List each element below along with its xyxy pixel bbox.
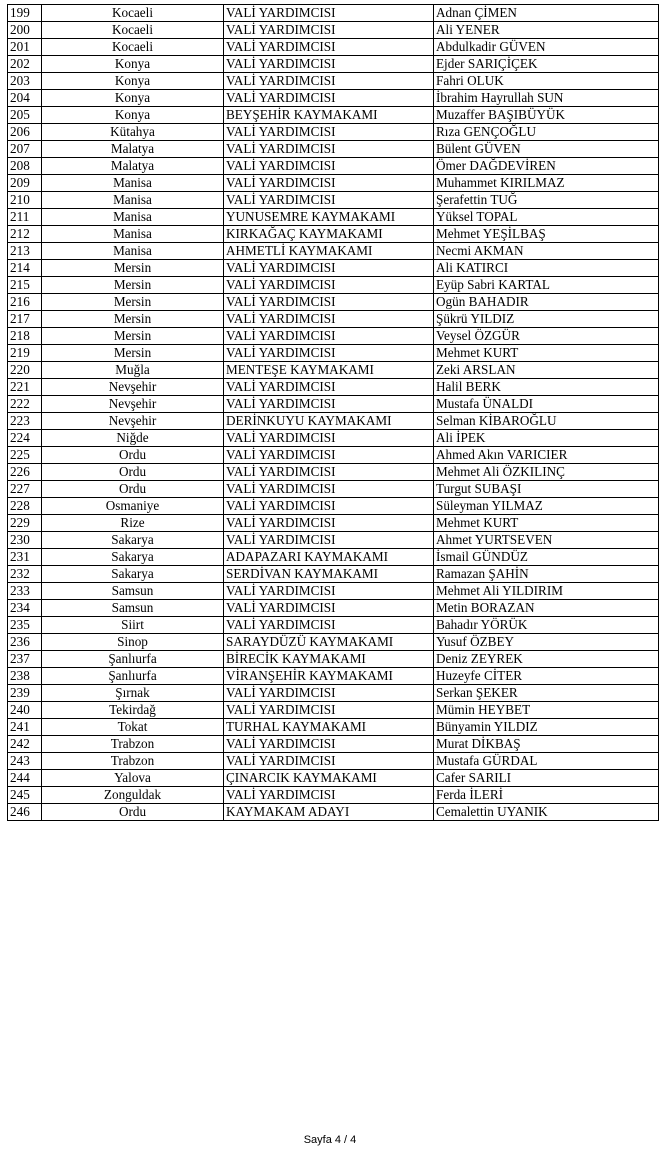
province-cell: Manisa bbox=[42, 192, 224, 209]
position-cell: VALİ YARDIMCISI bbox=[224, 90, 434, 107]
table-row bbox=[8, 770, 659, 787]
person-name-cell: Serkan ŞEKER bbox=[434, 685, 659, 702]
person-name-cell: Selman KİBAROĞLU bbox=[434, 413, 659, 430]
person-name-cell: Adnan ÇİMEN bbox=[434, 5, 659, 22]
row-number: 206 bbox=[8, 124, 42, 141]
row-number: 241 bbox=[8, 719, 42, 736]
row-number: 225 bbox=[8, 447, 42, 464]
row-number: 208 bbox=[8, 158, 42, 175]
person-name-cell: Mustafa ÜNALDI bbox=[434, 396, 659, 413]
page-footer: Sayfa 4 / 4 bbox=[303, 1134, 357, 1146]
province-cell: Şırnak bbox=[42, 685, 224, 702]
province-cell: Mersin bbox=[42, 260, 224, 277]
table-row bbox=[8, 396, 659, 413]
person-name-cell: Halil BERK bbox=[434, 379, 659, 396]
position-cell: VALİ YARDIMCISI bbox=[224, 192, 434, 209]
row-number: 224 bbox=[8, 430, 42, 447]
row-number: 207 bbox=[8, 141, 42, 158]
province-cell: Konya bbox=[42, 107, 224, 124]
row-number: 218 bbox=[8, 328, 42, 345]
row-number: 227 bbox=[8, 481, 42, 498]
province-cell: Rize bbox=[42, 515, 224, 532]
table-row bbox=[8, 481, 659, 498]
person-name-cell: Cemalettin UYANIK bbox=[434, 804, 659, 821]
row-number: 234 bbox=[8, 600, 42, 617]
person-name-cell: Yüksel TOPAL bbox=[434, 209, 659, 226]
table-row bbox=[8, 90, 659, 107]
table-row bbox=[8, 600, 659, 617]
row-number: 202 bbox=[8, 56, 42, 73]
table-row bbox=[8, 804, 659, 821]
row-number: 213 bbox=[8, 243, 42, 260]
row-number: 231 bbox=[8, 549, 42, 566]
row-number: 214 bbox=[8, 260, 42, 277]
row-number: 226 bbox=[8, 464, 42, 481]
person-name-cell: Mehmet Ali YILDIRIM bbox=[434, 583, 659, 600]
position-cell: VALİ YARDIMCISI bbox=[224, 430, 434, 447]
province-cell: Tokat bbox=[42, 719, 224, 736]
table-row bbox=[8, 243, 659, 260]
row-number: 230 bbox=[8, 532, 42, 549]
position-cell: VALİ YARDIMCISI bbox=[224, 685, 434, 702]
row-number: 243 bbox=[8, 753, 42, 770]
person-name-cell: Turgut SUBAŞI bbox=[434, 481, 659, 498]
province-cell: Kocaeli bbox=[42, 5, 224, 22]
position-cell: VALİ YARDIMCISI bbox=[224, 583, 434, 600]
row-number: 237 bbox=[8, 651, 42, 668]
row-number: 217 bbox=[8, 311, 42, 328]
province-cell: Sakarya bbox=[42, 549, 224, 566]
province-cell: Kocaeli bbox=[42, 22, 224, 39]
row-number: 223 bbox=[8, 413, 42, 430]
table-row bbox=[8, 685, 659, 702]
position-cell: VALİ YARDIMCISI bbox=[224, 396, 434, 413]
row-number: 228 bbox=[8, 498, 42, 515]
position-cell: VALİ YARDIMCISI bbox=[224, 481, 434, 498]
table-row bbox=[8, 345, 659, 362]
table-row bbox=[8, 175, 659, 192]
person-name-cell: Necmi AKMAN bbox=[434, 243, 659, 260]
row-number: 199 bbox=[8, 5, 42, 22]
table-row bbox=[8, 753, 659, 770]
appointments-table bbox=[7, 4, 659, 821]
position-cell: TURHAL KAYMAKAMI bbox=[224, 719, 434, 736]
province-cell: Zonguldak bbox=[42, 787, 224, 804]
row-number: 240 bbox=[8, 702, 42, 719]
position-cell: SARAYDÜZÜ KAYMAKAMI bbox=[224, 634, 434, 651]
position-cell: VALİ YARDIMCISI bbox=[224, 311, 434, 328]
row-number: 239 bbox=[8, 685, 42, 702]
person-name-cell: Muzaffer BAŞIBÜYÜK bbox=[434, 107, 659, 124]
position-cell: VALİ YARDIMCISI bbox=[224, 158, 434, 175]
person-name-cell: Cafer SARILI bbox=[434, 770, 659, 787]
person-name-cell: Eyüp Sabri KARTAL bbox=[434, 277, 659, 294]
position-cell: VALİ YARDIMCISI bbox=[224, 379, 434, 396]
row-number: 245 bbox=[8, 787, 42, 804]
province-cell: Ordu bbox=[42, 481, 224, 498]
province-cell: Muğla bbox=[42, 362, 224, 379]
row-number: 205 bbox=[8, 107, 42, 124]
person-name-cell: Ramazan ŞAHİN bbox=[434, 566, 659, 583]
person-name-cell: Ejder SARIÇİÇEK bbox=[434, 56, 659, 73]
province-cell: Nevşehir bbox=[42, 379, 224, 396]
person-name-cell: Ahmet YURTSEVEN bbox=[434, 532, 659, 549]
person-name-cell: Mehmet KURT bbox=[434, 345, 659, 362]
table-row bbox=[8, 124, 659, 141]
person-name-cell: Metin BORAZAN bbox=[434, 600, 659, 617]
row-number: 233 bbox=[8, 583, 42, 600]
table-row bbox=[8, 515, 659, 532]
province-cell: Nevşehir bbox=[42, 396, 224, 413]
table-row bbox=[8, 668, 659, 685]
position-cell: VALİ YARDIMCISI bbox=[224, 753, 434, 770]
province-cell: Nevşehir bbox=[42, 413, 224, 430]
province-cell: Konya bbox=[42, 90, 224, 107]
table-row bbox=[8, 719, 659, 736]
province-cell: Sakarya bbox=[42, 566, 224, 583]
position-cell: VALİ YARDIMCISI bbox=[224, 736, 434, 753]
person-name-cell: Yusuf ÖZBEY bbox=[434, 634, 659, 651]
province-cell: Sinop bbox=[42, 634, 224, 651]
position-cell: VALİ YARDIMCISI bbox=[224, 515, 434, 532]
table-row bbox=[8, 226, 659, 243]
position-cell: VİRANŞEHİR KAYMAKAMI bbox=[224, 668, 434, 685]
table-row bbox=[8, 141, 659, 158]
person-name-cell: Bahadır YÖRÜK bbox=[434, 617, 659, 634]
row-number: 200 bbox=[8, 22, 42, 39]
row-number: 238 bbox=[8, 668, 42, 685]
table-row bbox=[8, 464, 659, 481]
row-number: 204 bbox=[8, 90, 42, 107]
province-cell: Mersin bbox=[42, 328, 224, 345]
position-cell: VALİ YARDIMCISI bbox=[224, 124, 434, 141]
position-cell: VALİ YARDIMCISI bbox=[224, 532, 434, 549]
table-row bbox=[8, 702, 659, 719]
person-name-cell: Mehmet YEŞİLBAŞ bbox=[434, 226, 659, 243]
province-cell: Samsun bbox=[42, 600, 224, 617]
position-cell: VALİ YARDIMCISI bbox=[224, 464, 434, 481]
row-number: 211 bbox=[8, 209, 42, 226]
province-cell: Siirt bbox=[42, 617, 224, 634]
person-name-cell: İsmail GÜNDÜZ bbox=[434, 549, 659, 566]
province-cell: Manisa bbox=[42, 175, 224, 192]
province-cell: Konya bbox=[42, 73, 224, 90]
position-cell: AHMETLİ KAYMAKAMI bbox=[224, 243, 434, 260]
person-name-cell: Mehmet Ali ÖZKILINÇ bbox=[434, 464, 659, 481]
table-row bbox=[8, 5, 659, 22]
table-row bbox=[8, 277, 659, 294]
row-number: 212 bbox=[8, 226, 42, 243]
position-cell: VALİ YARDIMCISI bbox=[224, 73, 434, 90]
position-cell: VALİ YARDIMCISI bbox=[224, 345, 434, 362]
position-cell: VALİ YARDIMCISI bbox=[224, 22, 434, 39]
position-cell: BEYŞEHİR KAYMAKAMI bbox=[224, 107, 434, 124]
row-number: 209 bbox=[8, 175, 42, 192]
position-cell: VALİ YARDIMCISI bbox=[224, 56, 434, 73]
table-row bbox=[8, 73, 659, 90]
row-number: 201 bbox=[8, 39, 42, 56]
person-name-cell: İbrahim Hayrullah SUN bbox=[434, 90, 659, 107]
person-name-cell: Ali İPEK bbox=[434, 430, 659, 447]
province-cell: Mersin bbox=[42, 311, 224, 328]
province-cell: Manisa bbox=[42, 243, 224, 260]
province-cell: Yalova bbox=[42, 770, 224, 787]
person-name-cell: Murat DİKBAŞ bbox=[434, 736, 659, 753]
position-cell: VALİ YARDIMCISI bbox=[224, 39, 434, 56]
position-cell: VALİ YARDIMCISI bbox=[224, 328, 434, 345]
province-cell: Niğde bbox=[42, 430, 224, 447]
person-name-cell: Zeki ARSLAN bbox=[434, 362, 659, 379]
row-number: 210 bbox=[8, 192, 42, 209]
table-row bbox=[8, 430, 659, 447]
position-cell: ÇINARCIK KAYMAKAMI bbox=[224, 770, 434, 787]
table-row bbox=[8, 787, 659, 804]
table-row bbox=[8, 532, 659, 549]
table-row bbox=[8, 447, 659, 464]
person-name-cell: Deniz ZEYREK bbox=[434, 651, 659, 668]
position-cell: VALİ YARDIMCISI bbox=[224, 294, 434, 311]
person-name-cell: Mümin HEYBET bbox=[434, 702, 659, 719]
table-row bbox=[8, 192, 659, 209]
position-cell: ADAPAZARI KAYMAKAMI bbox=[224, 549, 434, 566]
table-row bbox=[8, 566, 659, 583]
position-cell: VALİ YARDIMCISI bbox=[224, 5, 434, 22]
province-cell: Mersin bbox=[42, 345, 224, 362]
province-cell: Ordu bbox=[42, 464, 224, 481]
province-cell: Sakarya bbox=[42, 532, 224, 549]
table-row bbox=[8, 362, 659, 379]
row-number: 232 bbox=[8, 566, 42, 583]
table-row bbox=[8, 209, 659, 226]
person-name-cell: Mustafa GÜRDAL bbox=[434, 753, 659, 770]
table-row bbox=[8, 22, 659, 39]
table-row bbox=[8, 379, 659, 396]
table-row bbox=[8, 651, 659, 668]
position-cell: VALİ YARDIMCISI bbox=[224, 447, 434, 464]
position-cell: BİRECİK KAYMAKAMI bbox=[224, 651, 434, 668]
person-name-cell: Abdulkadir GÜVEN bbox=[434, 39, 659, 56]
position-cell: VALİ YARDIMCISI bbox=[224, 787, 434, 804]
row-number: 215 bbox=[8, 277, 42, 294]
person-name-cell: Ogün BAHADIR bbox=[434, 294, 659, 311]
province-cell: Ordu bbox=[42, 804, 224, 821]
province-cell: Kütahya bbox=[42, 124, 224, 141]
province-cell: Şanlıurfa bbox=[42, 651, 224, 668]
position-cell: VALİ YARDIMCISI bbox=[224, 498, 434, 515]
appointments-table-body bbox=[8, 5, 659, 821]
position-cell: VALİ YARDIMCISI bbox=[224, 617, 434, 634]
table-row bbox=[8, 736, 659, 753]
position-cell: VALİ YARDIMCISI bbox=[224, 141, 434, 158]
province-cell: Trabzon bbox=[42, 753, 224, 770]
row-number: 242 bbox=[8, 736, 42, 753]
table-row bbox=[8, 39, 659, 56]
position-cell: KIRKAĞAÇ KAYMAKAMI bbox=[224, 226, 434, 243]
province-cell: Şanlıurfa bbox=[42, 668, 224, 685]
person-name-cell: Bülent GÜVEN bbox=[434, 141, 659, 158]
table-row bbox=[8, 311, 659, 328]
position-cell: VALİ YARDIMCISI bbox=[224, 277, 434, 294]
position-cell: SERDİVAN KAYMAKAMI bbox=[224, 566, 434, 583]
position-cell: VALİ YARDIMCISI bbox=[224, 600, 434, 617]
position-cell: VALİ YARDIMCISI bbox=[224, 175, 434, 192]
row-number: 216 bbox=[8, 294, 42, 311]
province-cell: Samsun bbox=[42, 583, 224, 600]
person-name-cell: Ali YENER bbox=[434, 22, 659, 39]
province-cell: Konya bbox=[42, 56, 224, 73]
province-cell: Osmaniye bbox=[42, 498, 224, 515]
row-number: 221 bbox=[8, 379, 42, 396]
row-number: 246 bbox=[8, 804, 42, 821]
row-number: 220 bbox=[8, 362, 42, 379]
province-cell: Mersin bbox=[42, 277, 224, 294]
position-cell: VALİ YARDIMCISI bbox=[224, 702, 434, 719]
province-cell: Malatya bbox=[42, 158, 224, 175]
table-row bbox=[8, 260, 659, 277]
province-cell: Malatya bbox=[42, 141, 224, 158]
person-name-cell: Bünyamin YILDIZ bbox=[434, 719, 659, 736]
person-name-cell: Ömer DAĞDEVİREN bbox=[434, 158, 659, 175]
person-name-cell: Ali KATIRCI bbox=[434, 260, 659, 277]
province-cell: Kocaeli bbox=[42, 39, 224, 56]
row-number: 235 bbox=[8, 617, 42, 634]
row-number: 203 bbox=[8, 73, 42, 90]
province-cell: Manisa bbox=[42, 226, 224, 243]
position-cell: MENTEŞE KAYMAKAMI bbox=[224, 362, 434, 379]
person-name-cell: Huzeyfe CİTER bbox=[434, 668, 659, 685]
person-name-cell: Muhammet KIRILMAZ bbox=[434, 175, 659, 192]
table-row bbox=[8, 328, 659, 345]
province-cell: Tekirdağ bbox=[42, 702, 224, 719]
table-row bbox=[8, 413, 659, 430]
row-number: 229 bbox=[8, 515, 42, 532]
person-name-cell: Fahri OLUK bbox=[434, 73, 659, 90]
table-row bbox=[8, 549, 659, 566]
province-cell: Mersin bbox=[42, 294, 224, 311]
table-row bbox=[8, 294, 659, 311]
table-row bbox=[8, 498, 659, 515]
position-cell: KAYMAKAM ADAYI bbox=[224, 804, 434, 821]
table-row bbox=[8, 583, 659, 600]
person-name-cell: Mehmet KURT bbox=[434, 515, 659, 532]
person-name-cell: Veysel ÖZGÜR bbox=[434, 328, 659, 345]
person-name-cell: Şükrü YILDIZ bbox=[434, 311, 659, 328]
person-name-cell: Şerafettin TUĞ bbox=[434, 192, 659, 209]
position-cell: YUNUSEMRE KAYMAKAMI bbox=[224, 209, 434, 226]
person-name-cell: Ferda İLERİ bbox=[434, 787, 659, 804]
table-row bbox=[8, 56, 659, 73]
position-cell: VALİ YARDIMCISI bbox=[224, 260, 434, 277]
table-row bbox=[8, 634, 659, 651]
row-number: 244 bbox=[8, 770, 42, 787]
province-cell: Ordu bbox=[42, 447, 224, 464]
table-row bbox=[8, 158, 659, 175]
row-number: 222 bbox=[8, 396, 42, 413]
position-cell: DERİNKUYU KAYMAKAMI bbox=[224, 413, 434, 430]
person-name-cell: Süleyman YILMAZ bbox=[434, 498, 659, 515]
table-row bbox=[8, 107, 659, 124]
person-name-cell: Ahmed Akın VARICIER bbox=[434, 447, 659, 464]
province-cell: Manisa bbox=[42, 209, 224, 226]
table-row bbox=[8, 617, 659, 634]
row-number: 219 bbox=[8, 345, 42, 362]
row-number: 236 bbox=[8, 634, 42, 651]
person-name-cell: Rıza GENÇOĞLU bbox=[434, 124, 659, 141]
province-cell: Trabzon bbox=[42, 736, 224, 753]
